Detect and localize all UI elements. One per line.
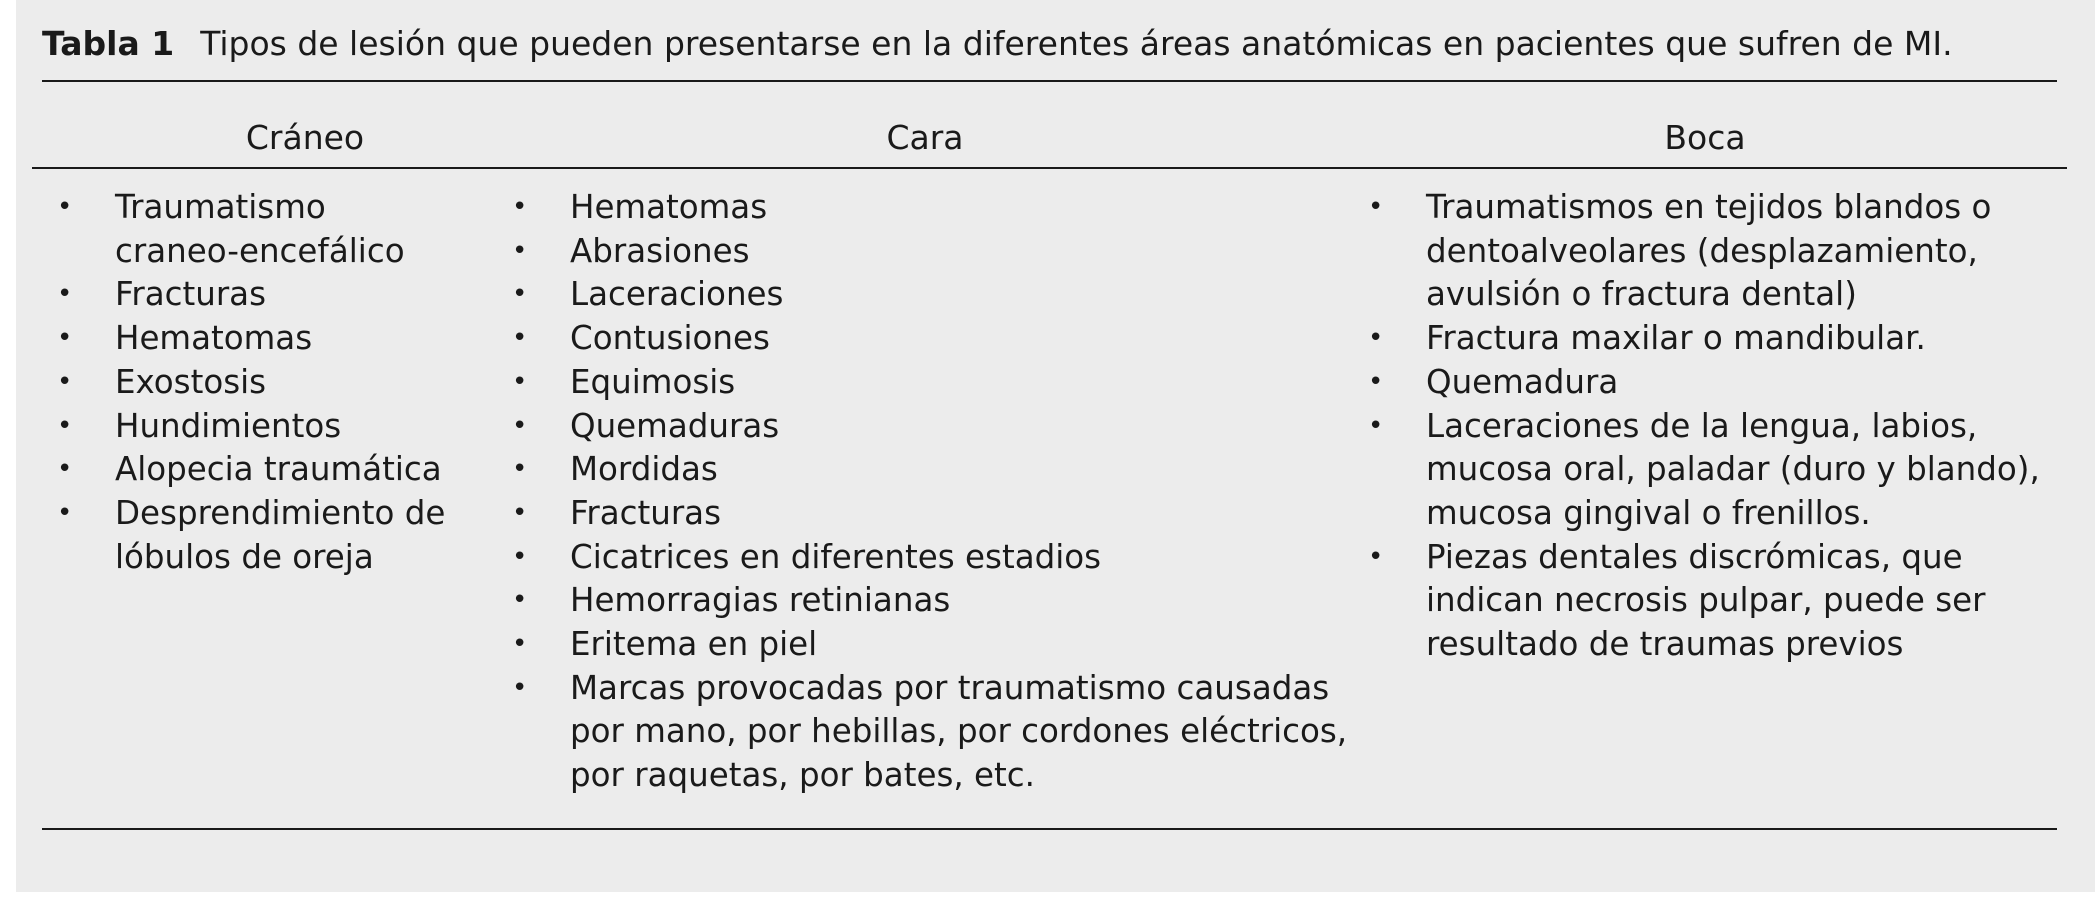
list-item: • Equimosis bbox=[570, 361, 1360, 405]
list-item: • Hundimientos bbox=[115, 405, 460, 449]
list-item: • Eritema en piel bbox=[570, 623, 1360, 667]
table-label: Tabla 1 bbox=[42, 24, 175, 63]
bullet-icon: • bbox=[1368, 192, 1384, 222]
list-item: • Piezas dentales discrómicas, que indican necrosis pulpar, puede ser resultado de traumas previos bbox=[1368, 537, 1986, 664]
boca-list bbox=[1368, 186, 2046, 667]
bullet-icon: • bbox=[57, 454, 73, 485]
bullet-icon: • bbox=[57, 279, 73, 310]
list-item: • Abrasiones bbox=[570, 230, 1360, 274]
bullet-icon: • bbox=[57, 410, 73, 441]
bullet-icon: • bbox=[57, 366, 73, 397]
bullet-icon: • bbox=[1368, 541, 1384, 572]
list-item: • Traumatismos en tejidos blandos o dentoalveolares (desplazamiento, avulsión o fractura dental) bbox=[1368, 188, 1992, 314]
list-item: • Hematomas bbox=[570, 186, 1360, 230]
bullet-icon: • bbox=[512, 192, 528, 222]
bullet-icon: • bbox=[512, 541, 528, 572]
table-title: Tipos de lesión que pueden presentarse en la diferentes áreas anatómicas en pacientes que sufren de MI. bbox=[200, 24, 1953, 63]
list-item: • Fracturas bbox=[115, 273, 460, 317]
list-item: • Marcas provocadas por traumatismo causadas por mano, por hebillas, por cordones eléctricos, por raquetas, por bates, etc. bbox=[512, 668, 1348, 795]
cara-list bbox=[512, 186, 1360, 798]
table-caption bbox=[42, 22, 1953, 66]
bullet-icon: • bbox=[1368, 366, 1384, 397]
top-rule bbox=[42, 80, 2057, 82]
list-item: • Quemaduras bbox=[570, 405, 1360, 449]
bullet-icon: • bbox=[512, 629, 528, 660]
list-item: • Hematomas bbox=[115, 317, 460, 361]
bullet-icon: • bbox=[512, 366, 528, 397]
bottom-rule bbox=[42, 828, 2057, 830]
header-rule bbox=[32, 167, 2067, 169]
list-item: • Fracturas bbox=[570, 492, 1360, 536]
list-item: • Contusiones bbox=[570, 317, 1360, 361]
bullet-icon: • bbox=[512, 323, 528, 354]
bullet-icon: • bbox=[512, 672, 528, 703]
header-boca: Boca bbox=[1664, 118, 1746, 157]
bullet-icon: • bbox=[57, 497, 73, 528]
bullet-icon: • bbox=[57, 192, 73, 222]
list-item: • Quemadura bbox=[1426, 361, 2046, 405]
list-item: • Laceraciones bbox=[570, 273, 1360, 317]
list-item: • Laceraciones de la lengua, labios, mucosa oral, paladar (duro y blando), mucosa gingival o frenillos. bbox=[1368, 406, 2040, 532]
bullet-icon: • bbox=[57, 323, 73, 354]
list-item: • Hemorragias retinianas bbox=[570, 579, 1360, 623]
header-craneo: Cráneo bbox=[245, 118, 365, 157]
list-item: • Fractura maxilar o mandibular. bbox=[1426, 317, 2046, 361]
bullet-icon: • bbox=[512, 585, 528, 616]
bullet-icon: • bbox=[512, 454, 528, 485]
bullet-icon: • bbox=[512, 235, 528, 266]
list-item: • Desprendimiento de lóbulos de oreja bbox=[57, 493, 446, 576]
list-item: • Cicatrices en diferentes estadios bbox=[570, 536, 1360, 580]
bullet-icon: • bbox=[1368, 410, 1384, 441]
craneo-list bbox=[57, 186, 460, 579]
bullet-icon: • bbox=[1368, 323, 1384, 354]
list-item: • Exostosis bbox=[115, 361, 460, 405]
bullet-icon: • bbox=[512, 279, 528, 310]
bullet-icon: • bbox=[512, 410, 528, 441]
list-item: • Alopecia traumática bbox=[115, 448, 460, 492]
list-item: • Mordidas bbox=[570, 448, 1360, 492]
header-cara: Cara bbox=[886, 118, 964, 157]
list-item: • Traumatismo craneo-encefálico bbox=[57, 188, 405, 270]
bullet-icon: • bbox=[512, 497, 528, 528]
